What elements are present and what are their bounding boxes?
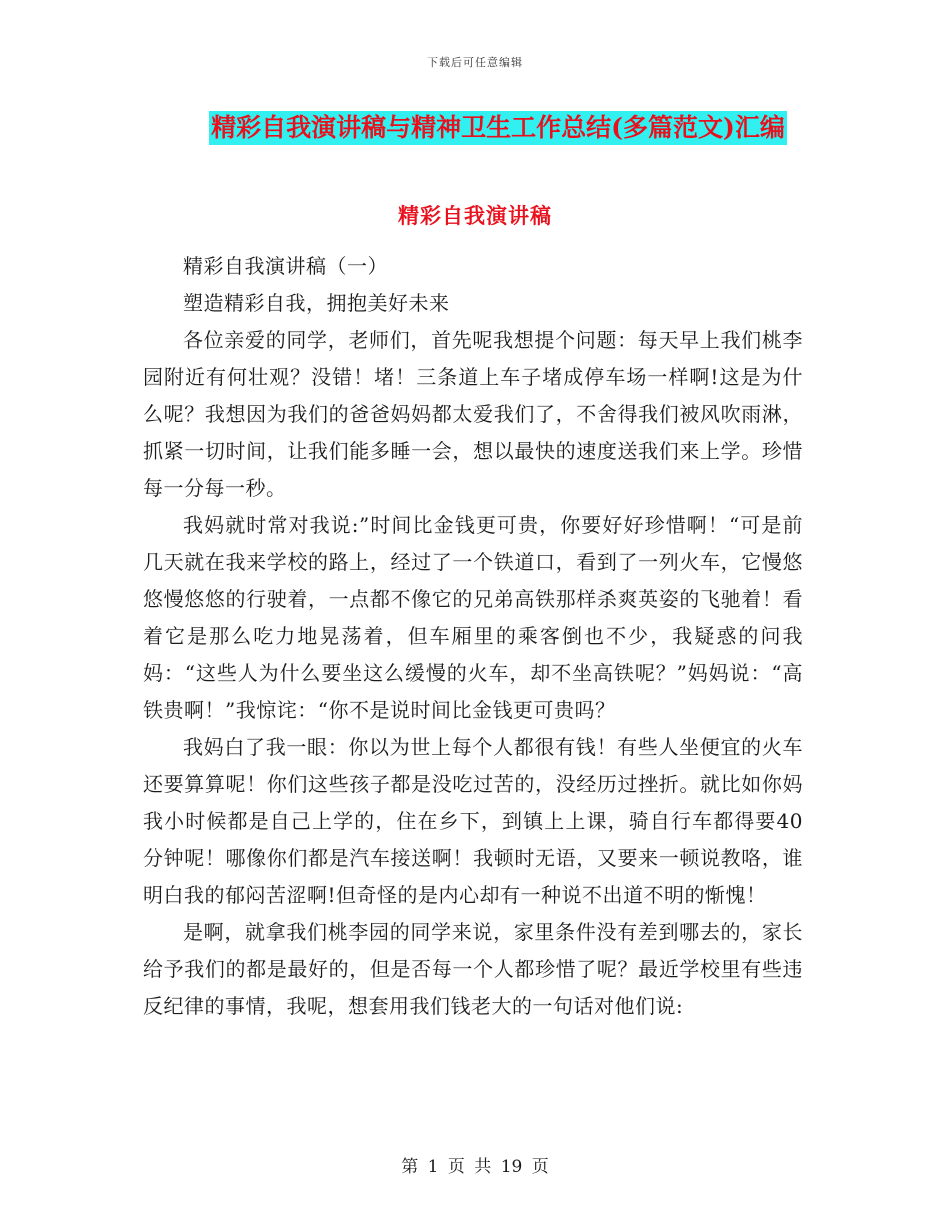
document-main-title: 精彩自我演讲稿与精神卫生工作总结(多篇范文)汇编 — [209, 111, 787, 145]
main-title-container — [0, 111, 950, 145]
speech-topic: 塑造精彩自我，拥抱美好未来 — [183, 291, 450, 315]
page-header-note: 下载后可任意编辑 — [427, 56, 523, 69]
subheading-part-one: 精彩自我演讲稿（一） — [183, 254, 388, 278]
section-title: 精彩自我演讲稿 — [398, 203, 552, 228]
paragraph: 我妈就时常对我说:”时间比金钱更可贵，你要好好珍惜啊！“可是前几天就在我来学校的路上，经过了一个铁道口，看到了一列火车，它慢悠悠慢悠悠的行驶着，一点都不像它的兄弟高铁那样杀爽英姿的飞驰着！看着它是那么吃力地晃荡着，但车厢里的乘客倒也不少，我疑惑的问我妈：“这些人为什么要坐这么缓慢的火车，却不坐高铁呢？”妈妈说：“高铁贵啊！”我惊诧：“你不是说时间比金钱更可贵吗？ — [143, 513, 803, 722]
page-footer: 第 1 页 共 19 页 — [401, 1157, 549, 1177]
document-body — [143, 248, 803, 1025]
paragraph: 是啊，就拿我们桃李园的同学来说，家里条件没有差到哪去的，家长给予我们的都是最好的，但是否每一个人都珍惜了呢？最近学校里有些违反纪律的事情，我呢，想套用我们钱老大的一句话对他们说: — [143, 920, 803, 1018]
paragraph: 各位亲爱的同学，老师们，首先呢我想提个问题：每天早上我们桃李园附近有何壮观？没错！堵！三条道上车子堵成停车场一样啊!这是为什么呢？我想因为我们的爸爸妈妈都太爱我们了，不舍得我们被风吹雨淋，抓紧一切时间，让我们能多睡一会，想以最快的速度送我们来上学。珍惜每一分每一秒。 — [143, 328, 803, 500]
paragraph: 我妈白了我一眼：你以为世上每个人都很有钱！有些人坐便宜的火车还要算算呢！你们这些孩子都是没吃过苦的，没经历过挫折。就比如你妈我小时候都是自己上学的，住在乡下，到镇上上课，骑自行车都得要40分钟呢！哪像你们都是汽车接送啊！我顿时无语，又要来一顿说教咯，谁明白我的郁闷苦涩啊!但奇怪的是内心却有一种说不出道不明的惭愧！ — [143, 735, 803, 907]
